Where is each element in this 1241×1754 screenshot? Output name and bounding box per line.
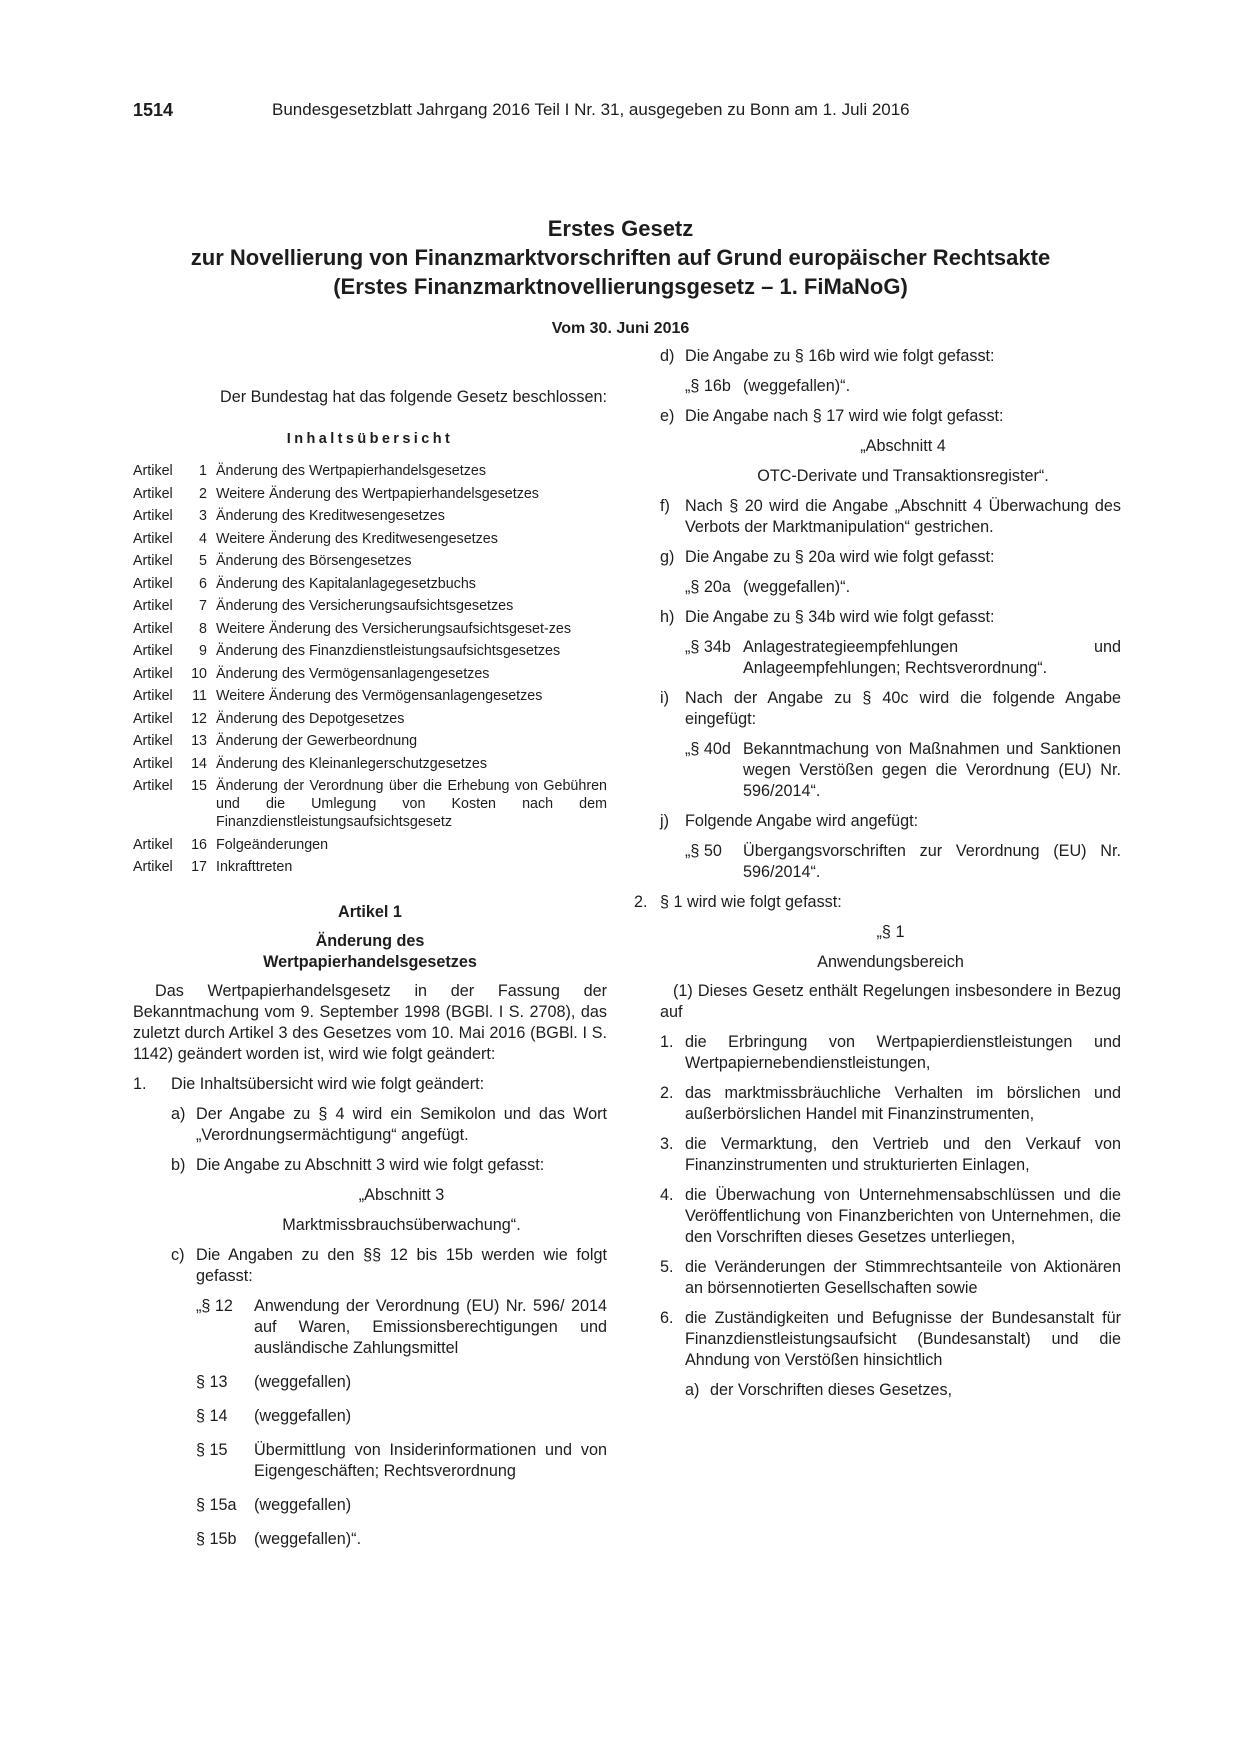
toc-article-title: Änderung des Kleinanlegerschutzgesetzes [216,755,488,772]
item-1g [660,547,1121,568]
toc-entry [133,530,607,548]
item-text: der Vorschriften dieses Gesetzes, [710,1381,953,1399]
item-marker: 4. [660,1186,674,1204]
item-marker: d) [660,347,675,365]
toc-entry [133,836,607,854]
toc-article-title: Inkrafttreten [216,859,293,875]
title-line-2: zur Novellierung von Finanzmarktvorschriften auf Grund europäischer Rechtsakte [190,245,1051,270]
item-text: die Zuständigkeiten und Befugnisse der Bundesanstalt für Finanzdienstleistungsaufsicht (Bundesanstalt) und die Ahndung von Verstößen hinsichtlich [685,1309,1121,1369]
quoted-section-number: „§ 1 [876,923,905,941]
item-text: Die Angabe zu § 34b wird wie folgt gefasst: [685,608,995,626]
item-marker: a) [171,1105,186,1123]
publication-line: Bundesgesetzblatt Jahrgang 2016 Teil I Nr. 31, ausgegeben zu Bonn am 1. Juli 2016 [272,100,910,119]
item-text: Die Angabe zu Abschnitt 3 wird wie folgt gefasst: [196,1156,545,1174]
toc-article-title: Änderung des Börsengesetzes [216,553,412,569]
quoted-section [196,1372,607,1393]
item-marker: a) [685,1381,700,1399]
item-1a [171,1104,607,1146]
toc-article-word: Artikel [133,755,173,772]
toc-article-number: 10 [191,665,207,682]
item-text: Die Angaben zu den §§ 12 bis 15b werden wie folgt gefasst: [196,1246,607,1285]
item-1 [133,1074,607,1095]
toc-article-number: 9 [199,643,207,659]
item-text: die Erbringung von Wertpapierdienstleistungen und Wertpapiernebendienstleistungen, [685,1033,1121,1072]
toc-article-word: Artikel [133,463,173,479]
item-marker: 3. [660,1135,674,1153]
item-1h [660,607,1121,628]
toc-article-title: Änderung des Wertpapierhandelsgesetzes [216,463,486,479]
law-title [100,214,1141,301]
toc-article-number: 3 [199,508,207,524]
section-number: „§ 50 [685,842,722,860]
toc-article-word: Artikel [133,620,173,637]
item-6a [685,1380,1121,1401]
item-1b [171,1155,607,1176]
toc-article-title: Änderung des Versicherungsaufsichtsgesetzes [216,598,514,614]
toc-article-word: Artikel [133,688,173,704]
section-number: „§ 34b [685,638,731,656]
toc-entry [133,732,607,750]
item-marker: e) [660,407,675,425]
item-marker: b) [171,1156,186,1174]
section-text: Anlagestrategieempfehlungen und Anlageempfehlungen; Rechtsverordnung“. [743,638,1121,677]
section-text: (weggefallen) [254,1373,352,1391]
toc-article-number: 14 [191,755,207,772]
item-marker: 1. [660,1033,674,1051]
quoted-heading: „Abschnitt 3 [358,1186,445,1204]
quoted-paragraph: (1) Dieses Gesetz enthält Regelungen insbesondere in Bezug auf [660,982,1121,1021]
toc-article-word: Artikel [133,553,173,569]
section-text: (weggefallen)“. [743,377,851,395]
toc-article-number: 2 [199,485,207,502]
item-1e [660,406,1121,427]
quoted-section [196,1406,607,1427]
item-marker: c) [171,1246,185,1264]
toc-article-word: Artikel [133,733,173,749]
section-number: § 15a [196,1496,237,1514]
toc-article-number: 17 [191,859,207,875]
toc-entry [133,710,607,728]
quoted-section [685,376,1121,397]
item-text: die Vermarktung, den Vertrieb und den Verkauf von Finanzinstrumenten und strukturierten Einlagen, [685,1135,1121,1174]
toc-article-title: Änderung des Vermögensanlagengesetzes [216,665,490,682]
section-number: § 14 [196,1407,228,1425]
item-marker: h) [660,608,675,626]
item-marker: g) [660,548,675,566]
section-text: Bekanntmachung von Maßnahmen und Sanktionen wegen Verstößen gegen die Verordnung (EU) Nr. 596/2014“. [743,740,1121,800]
toc-article-number: 5 [199,553,207,569]
toc-article-word: Artikel [133,665,173,682]
toc-article-title: Änderung des Kapitalanlagegesetzbuchs [216,575,476,592]
toc-article-number: 16 [191,836,207,853]
item-marker: 2. [660,1084,674,1102]
toc-entry [133,687,607,705]
toc-article-word: Artikel [133,598,173,614]
toc-entry [133,575,607,593]
scope-list [647,1032,1121,1371]
section-number: § 13 [196,1373,228,1391]
item-1j [660,811,1121,832]
item-marker: f) [660,497,670,515]
item-text: Die Angabe zu § 16b wird wie folgt gefasst: [685,347,995,365]
item-text: Die Inhaltsübersicht wird wie folgt geändert: [171,1075,485,1093]
table-of-contents [133,462,607,876]
toc-article-title: Weitere Änderung des Kreditwesengesetzes [216,530,498,547]
toc-article-word: Artikel [133,643,173,659]
left-column [133,387,607,1550]
item-2 [634,892,1121,913]
toc-article-word: Artikel [133,778,173,794]
toc-article-word: Artikel [133,575,173,592]
item-text: Nach § 20 wird die Angabe „Abschnitt 4 Überwachung des Verbots der Marktmanipulation“ gestrichen. [685,497,1121,536]
toc-entry [133,597,607,615]
section-text: (weggefallen)“. [743,578,851,596]
quoted-section [685,841,1121,883]
quoted-section [196,1495,607,1516]
toc-article-number: 7 [199,598,207,614]
toc-article-title: Weitere Änderung des Wertpapierhandelsgesetzes [216,485,539,502]
toc-heading: Inhaltsübersicht [286,431,454,447]
section-text: (weggefallen)“. [254,1530,362,1548]
toc-entry [133,485,607,503]
section-number: § 15 [196,1441,228,1459]
item-text: die Veränderungen der Stimmrechtsanteile von Aktionären an börsennotierten Gesellschaften sowie [685,1258,1121,1297]
quoted-heading: Marktmissbrauchsüberwachung“. [282,1216,521,1234]
section-text: (weggefallen) [254,1496,352,1514]
toc-entry [133,552,607,570]
title-line-1: Erstes Gesetz [547,216,694,241]
section-number: § 15b [196,1530,237,1548]
section-text: Übermittlung von Insiderinformationen und von Eigengeschäften; Rechtsverordnung [254,1441,607,1480]
section-text: Anwendung der Verordnung (EU) Nr. 596/ 2014 auf Waren, Emissionsberechtigungen und ausländische Zahlungsmittel [254,1297,607,1357]
item-marker: 6. [660,1309,674,1327]
toc-entry [133,620,607,638]
quoted-section-list [133,1296,607,1550]
toc-article-title: Änderung der Gewerbeordnung [216,733,418,749]
item-1i [660,688,1121,730]
toc-article-number: 1 [199,463,207,479]
section-number: „§ 20a [685,578,731,596]
article-1-title-line-1: Änderung des [315,932,425,950]
toc-entry [133,858,607,876]
scope-list-item [660,1134,1121,1176]
quoted-section [196,1296,607,1359]
toc-article-title: Änderung der Verordnung über die Erhebung von Gebühren und die Umlegung von Kosten nach dem Finanzdienstleistungsaufsichtsgesetz [216,778,607,830]
item-text: Nach der Angabe zu § 40c wird die folgende Angabe eingefügt: [685,689,1121,728]
section-text: (weggefallen) [254,1407,352,1425]
quoted-section [685,637,1121,679]
toc-article-number: 6 [199,575,207,592]
section-number: „§ 12 [196,1297,233,1315]
quoted-section [196,1440,607,1482]
page-number: 1514 [133,100,174,120]
toc-entry [133,755,607,773]
quoted-section [685,577,1121,598]
scope-list-item [660,1083,1121,1125]
article-1-title-line-2: Wertpapierhandelsgesetzes [263,953,477,971]
item-text: Folgende Angabe wird angefügt: [685,812,919,830]
toc-article-number: 12 [191,710,207,727]
scope-list-item [660,1032,1121,1074]
item-text: die Überwachung von Unternehmensabschlüssen und die Veröffentlichung von Finanzberichten von Unternehmen, die den Vorschriften dieses Gesetzes unterliegen, [685,1186,1121,1246]
toc-entry [133,462,607,480]
item-marker: 1. [133,1075,147,1093]
toc-article-number: 13 [191,733,207,749]
scope-list-item [660,1185,1121,1248]
section-text: Übergangsvorschriften zur Verordnung (EU) Nr. 596/2014“. [743,842,1121,881]
quoted-heading: „Abschnitt 4 [860,437,946,455]
toc-article-number: 11 [192,688,207,704]
toc-article-number: 4 [199,530,207,547]
item-text: das marktmissbräuchliche Verhalten im börslichen und außerbörslichen Handel mit Finanzinstrumenten, [685,1084,1121,1123]
toc-article-number: 15 [191,778,207,794]
enactment-clause: Der Bundestag hat das folgende Gesetz beschlossen: [220,388,607,406]
item-marker: j) [660,812,669,830]
toc-entry [133,777,607,831]
toc-article-word: Artikel [133,836,173,853]
page-header [133,100,1133,124]
section-number: „§ 40d [685,740,731,758]
quoted-heading: OTC-Derivate und Transaktionsregister“. [757,467,1049,485]
article-1-label: Artikel 1 [338,903,402,921]
item-text: Die Angabe zu § 20a wird wie folgt gefasst: [685,548,995,566]
toc-article-word: Artikel [133,530,173,547]
toc-entry [133,507,607,525]
toc-article-title: Änderung des Depotgesetzes [216,710,405,727]
toc-article-title: Weitere Änderung des Versicherungsaufsichtsgeset-zes [216,620,571,637]
toc-article-title: Änderung des Kreditwesengesetzes [216,508,445,524]
item-marker: 5. [660,1258,674,1276]
scope-list-item [660,1257,1121,1299]
toc-entry [133,665,607,683]
toc-article-word: Artikel [133,485,173,502]
article-1-intro: Das Wertpapierhandelsgesetz in der Fassung der Bekanntmachung vom 9. September 1998 (BGBl. I S. 2708), das zuletzt durch Artikel 3 des Gesetzes vom 10. Mai 2016 (BGBl. I S. 1142) geändert worden ist, wird wie folgt geändert: [133,982,607,1063]
item-1c [171,1245,607,1287]
toc-article-title: Änderung des Finanzdienstleistungsaufsichtsgesetzes [216,643,561,659]
section-number: „§ 16b [685,377,731,395]
toc-entry [133,642,607,660]
law-date: Vom 30. Juni 2016 [551,320,690,337]
item-1f [660,496,1121,538]
toc-article-word: Artikel [133,859,173,875]
toc-article-word: Artikel [133,508,173,524]
toc-article-word: Artikel [133,710,173,727]
quoted-section-title: Anwendungsbereich [817,953,964,971]
item-text: § 1 wird wie folgt gefasst: [660,893,842,911]
article-1-heading [133,902,607,973]
scope-list-item [660,1308,1121,1371]
toc-article-title: Weitere Änderung des Vermögensanlagengesetzes [216,688,543,704]
item-marker: 2. [634,893,648,911]
item-1d [660,346,1121,367]
quoted-section [685,739,1121,802]
toc-article-title: Folgeänderungen [216,836,329,853]
item-text: Der Angabe zu § 4 wird ein Semikolon und das Wort „Verordnungsermächtigung“ angefügt. [196,1105,607,1144]
item-marker: i) [660,689,669,707]
item-text: Die Angabe nach § 17 wird wie folgt gefasst: [685,407,1004,425]
quoted-section [196,1529,607,1550]
toc-article-number: 8 [199,620,207,637]
right-column [634,346,1121,1401]
title-line-3: (Erstes Finanzmarktnovellierungsgesetz – 1. FiMaNoG) [333,274,908,299]
